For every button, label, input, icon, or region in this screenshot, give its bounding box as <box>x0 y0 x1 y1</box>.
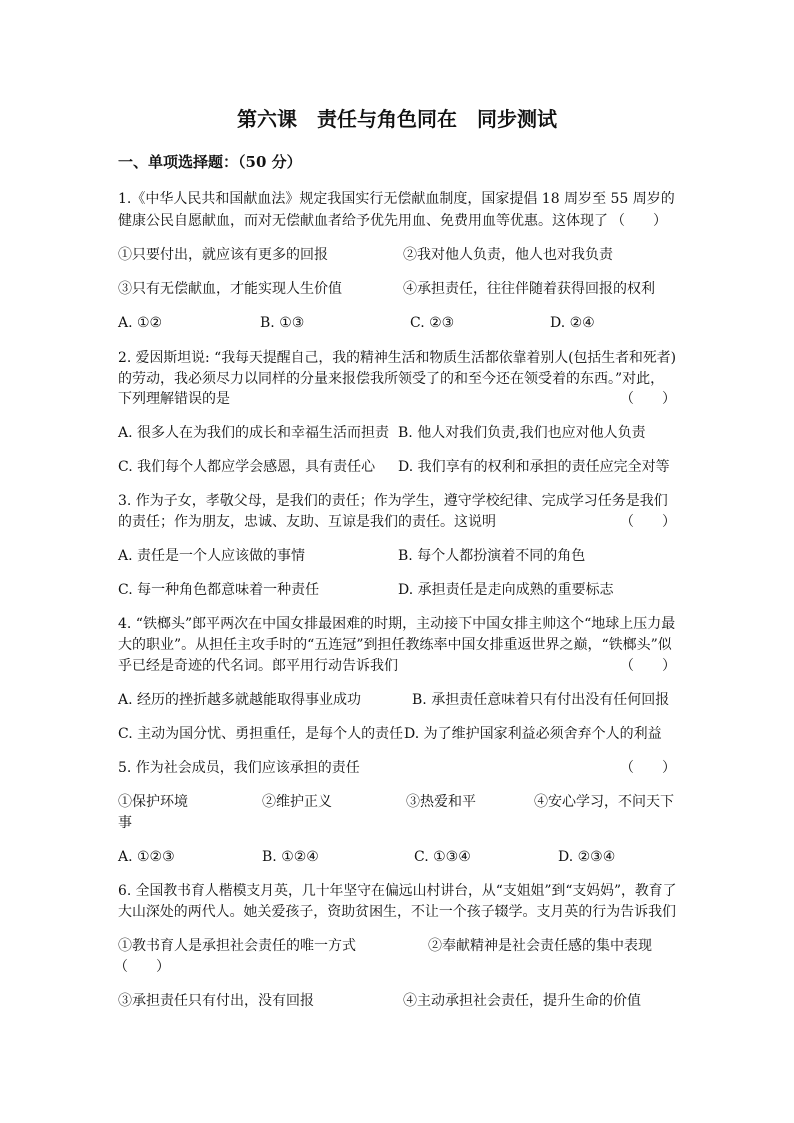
question-1-option-b: B. ①③ <box>260 315 305 331</box>
question-1-line-1: 1.《中华人民共和国献血法》规定我国实行无偿献血制度，国家提倡 18 周岁至 55 周岁的 <box>118 191 675 207</box>
page-title: 第六课 责任与角色同在 同步测试 <box>237 107 557 131</box>
question-1-statement-2: ②我对他人负责，他人也对我负责 <box>403 247 613 263</box>
question-2-option-b: B. 他人对我们负责,我们也应对他人负责 <box>398 425 646 441</box>
question-5-statement-4-wrap: 事 <box>118 815 132 831</box>
question-4-line-3: 乎已经是奇迹的代名词。郎平用行动告诉我们 <box>118 658 398 674</box>
question-2-option-a: A. 很多人在为我们的成长和幸福生活而担责 <box>118 425 390 441</box>
question-5-statement-3: ③热爱和平 <box>406 794 476 810</box>
question-3-option-a: A. 责任是一个人应该做的事情 <box>118 548 306 564</box>
question-3-line-2: 的责任；作为朋友，忠诚、友助、互谅是我们的责任。这说明 <box>118 514 496 530</box>
question-6-statement-3: ③承担责任只有付出，没有回报 <box>118 993 314 1009</box>
question-2-line-3: 下列理解错误的是 <box>118 391 230 407</box>
question-1-statement-1: ①只要付出，就应该有更多的回报 <box>118 247 328 263</box>
question-3-option-b: B. 每个人都扮演着不同的角色 <box>398 548 586 564</box>
question-6-line-1: 6. 全国教书育人楷模支月英，几十年坚守在偏远山村讲台，从“支姐姐”到“支妈妈”，教育了 <box>118 883 677 899</box>
question-5-statement-1: ①保护环境 <box>118 794 188 810</box>
question-1-statement-4: ④承担责任，往往伴随着获得回报的权利 <box>403 281 655 297</box>
question-1-line-2: 健康公民自愿献血，而对无偿献血者给予优先用血、免费用血等优惠。这体现了 <box>118 213 608 229</box>
question-5-option-b: B. ①②④ <box>262 849 319 865</box>
question-6-statement-1: ①教书育人是承担社会责任的唯一方式 <box>118 938 356 954</box>
question-1-option-a: A. ①② <box>118 315 163 331</box>
question-4-line-1: 4. “铁榔头”郎平两次在中国女排最困难的时期，主动接下中国女排主帅这个“地球上压力最 <box>118 616 676 632</box>
question-3-line-1: 3. 作为子女，孝敬父母，是我们的责任；作为学生，遵守学校纪律、完成学习任务是我们 <box>118 493 668 509</box>
question-4-option-b: B. 承担责任意味着只有付出没有任何回报 <box>412 692 670 708</box>
question-4-option-d: D. 为了维护国家利益必须舍弃个人的利益 <box>404 726 662 742</box>
question-4-option-a: A. 经历的挫折越多就越能取得事业成功 <box>118 692 362 708</box>
question-5-option-c: C. ①③④ <box>414 849 471 865</box>
question-5-option-a: A. ①②③ <box>118 849 175 865</box>
question-4-option-c: C. 主动为国分忧、勇担重任，是每个人的责任 <box>118 726 404 742</box>
section-heading: 一、单项选择题：（50 分） <box>118 153 302 171</box>
question-3-answer-bracket: （ ） <box>620 514 676 530</box>
question-2-option-c: C. 我们每个人都应学会感恩，具有责任心 <box>118 459 376 475</box>
question-5-line-1: 5. 作为社会成员，我们应该承担的责任 <box>118 760 360 776</box>
question-6-line-2: 大山深处的两代人。她关爱孩子，资助贫困生，不让一个孩子辍学。支月英的行为告诉我们 <box>118 904 676 920</box>
question-6-statement-2: ②奉献精神是社会责任感的集中表现 <box>428 938 652 954</box>
question-5-statement-2: ②维护正义 <box>262 794 332 810</box>
question-2-line-2: 的劳动，我必须尽力以同样的分量来报偿我所领受了的和至今还在领受着的东西。”对此， <box>118 371 665 387</box>
question-6-statement-4: ④主动承担社会责任，提升生命的价值 <box>403 993 641 1009</box>
question-1-answer-bracket: （ ） <box>611 213 667 229</box>
question-2-option-d: D. 我们享有的权利和承担的责任应完全对等 <box>398 459 670 475</box>
question-1-option-d: D. ②④ <box>550 315 595 331</box>
question-1-option-c: C. ②③ <box>410 315 455 331</box>
question-5-option-d: D. ②③④ <box>558 849 616 865</box>
question-6-answer-bracket: （ ） <box>114 959 170 975</box>
question-4-line-2: 大的职业”。从担任主攻手时的“五连冠”到担任教练率中国女排重返世界之巅，“铁榔头”似 <box>118 637 672 653</box>
question-1-statement-3: ③只有无偿献血，才能实现人生价值 <box>118 281 342 297</box>
question-5-answer-bracket: （ ） <box>620 760 676 776</box>
question-2-answer-bracket: （ ） <box>620 391 676 407</box>
question-2-line-1: 2. 爱因斯坦说: “我每天提醒自己，我的精神生活和物质生活都依靠着别人(包括生者和死者) <box>118 350 677 366</box>
question-4-answer-bracket: （ ） <box>620 658 676 674</box>
question-5-statement-4: ④安心学习，不问天下 <box>534 794 674 810</box>
question-3-option-c: C. 每一种角色都意味着一种责任 <box>118 582 320 598</box>
question-3-option-d: D. 承担责任是走向成熟的重要标志 <box>398 582 614 598</box>
